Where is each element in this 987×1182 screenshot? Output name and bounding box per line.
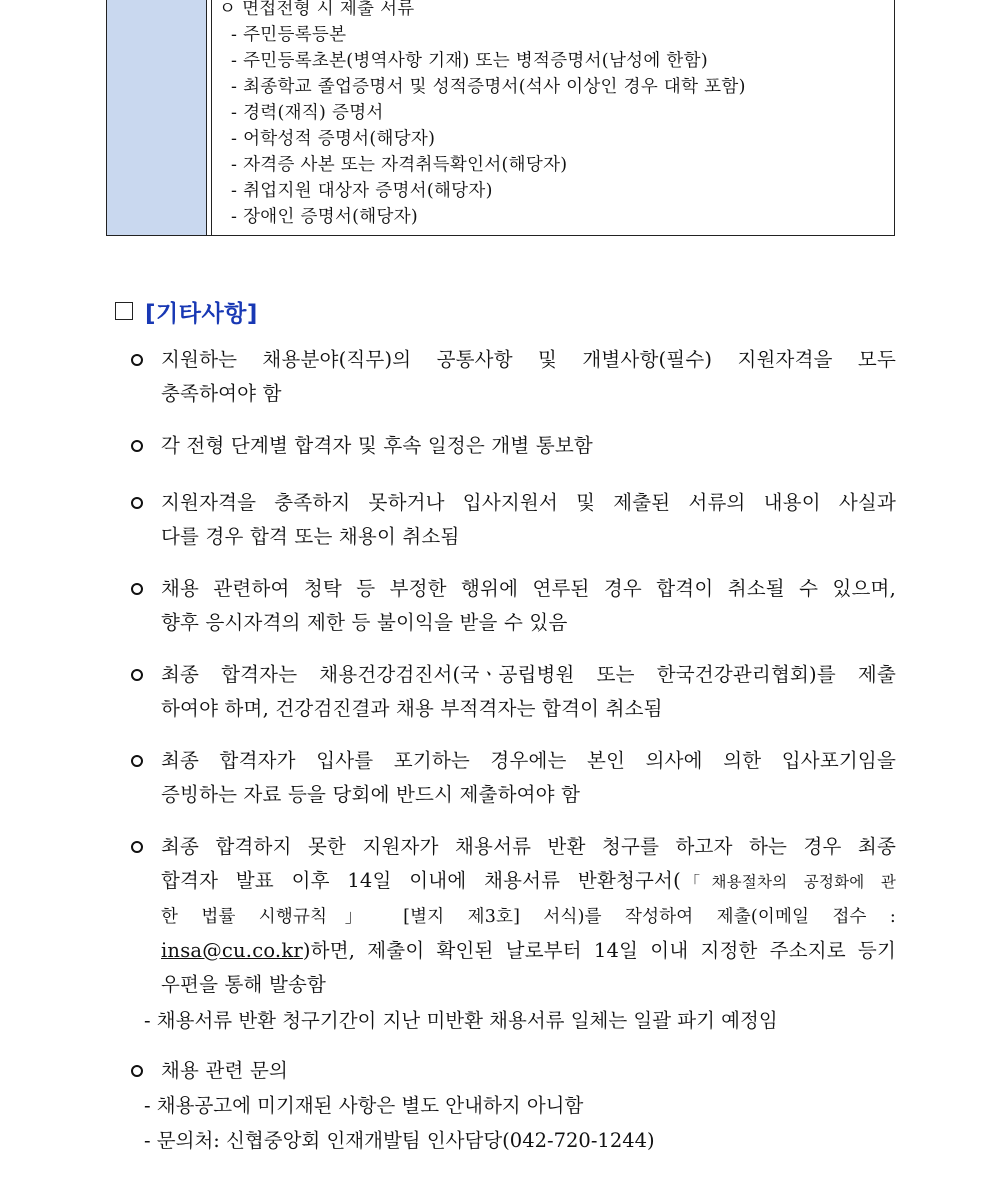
dash-item: - 채용공고에 미기재된 사항은 별도 안내하지 아니함 xyxy=(144,1094,584,1117)
circle-bullet-icon xyxy=(131,440,143,452)
paragraph-line xyxy=(161,864,896,899)
circle-bullet-icon xyxy=(131,1065,143,1077)
paragraph-line: 채용 관련 문의 xyxy=(161,1059,289,1082)
paragraph-line: 향후 응시자격의 제한 등 불이익을 받을 수 있음 xyxy=(161,611,568,634)
dash-item: - 채용서류 반환 청구기간이 지난 미반환 채용서류 일체는 일괄 파기 예정임 xyxy=(144,1009,778,1032)
paragraph-line xyxy=(161,934,896,968)
circle-bullet-icon xyxy=(131,669,143,681)
circle-bullet-icon xyxy=(131,354,143,366)
table-item: - 어학성적 증명서(해당자) xyxy=(231,129,436,149)
table-divider xyxy=(211,0,212,235)
circle-bullet-icon xyxy=(131,755,143,767)
paragraph-line: 지원하는 채용분야(직무)의 공통사항 및 개별사항(필수) 지원자격을 모두 xyxy=(161,348,896,371)
paragraph-line: 하여야 하며, 건강검진결과 채용 부적격자는 합격이 취소됨 xyxy=(161,697,663,720)
table-item: - 주민등록초본(병역사항 기재) 또는 병적증명서(남성에 한함) xyxy=(231,51,708,71)
table-item: - 취업지원 대상자 증명서(해당자) xyxy=(231,181,493,201)
table-label-cell xyxy=(107,0,207,235)
circle-bullet-icon xyxy=(131,841,143,853)
paragraph-line: 증빙하는 자료 등을 당회에 반드시 제출하여야 함 xyxy=(161,783,581,806)
section-title: [기타사항] xyxy=(145,300,258,327)
email-link[interactable]: insa@cu.co.kr xyxy=(161,939,303,962)
table-item: - 최종학교 졸업증명서 및 성적증명서(석사 이상인 경우 대학 포함) xyxy=(231,77,746,97)
table-item: - 자격증 사본 또는 자격취득확인서(해당자) xyxy=(231,155,568,175)
square-bullet-icon xyxy=(115,302,133,320)
section-heading xyxy=(115,294,258,328)
paragraph-line: 채용 관련하여 청탁 등 부정한 행위에 연루된 경우 합격이 취소될 수 있으며, xyxy=(161,577,896,600)
paragraph-line: 다를 경우 합격 또는 채용이 취소됨 xyxy=(161,525,460,548)
paragraph-line: 각 전형 단계별 합격자 및 후속 일정은 개별 통보함 xyxy=(161,434,593,457)
paragraph-line: 최종 합격자가 입사를 포기하는 경우에는 본인 의사에 의한 입사포기임을 xyxy=(161,749,896,772)
document-table xyxy=(106,0,895,236)
table-item: - 장애인 증명서(해당자) xyxy=(231,207,419,227)
table-item: - 주민등록등본 xyxy=(231,25,347,45)
dash-item: - 문의처: 신협중앙회 인재개발팀 인사담당(042-720-1244) xyxy=(144,1129,655,1152)
circle-bullet-icon xyxy=(131,583,143,595)
paragraph-text: 「채용절차의 공정화에 관 xyxy=(680,873,897,891)
paragraph-line: 최종 합격하지 못한 지원자가 채용서류 반환 청구를 하고자 하는 경우 최종 xyxy=(161,835,896,858)
paragraph-line: 지원자격을 충족하지 못하거나 입사지원서 및 제출된 서류의 내용이 사실과 xyxy=(161,491,896,514)
paragraph-text: 합격자 발표 이후 14일 이내에 채용서류 반환청구서( xyxy=(161,869,681,892)
circle-bullet-icon xyxy=(131,497,143,509)
table-item: - 경력(재직) 증명서 xyxy=(231,103,384,123)
paragraph-text: )하면, 제출이 확인된 날로부터 14일 이내 지정한 주소지로 등기 xyxy=(302,939,896,962)
paragraph-line: 우편을 통해 발송함 xyxy=(161,973,327,996)
paragraph-line: 최종 합격자는 채용건강검진서(국ㆍ공립병원 또는 한국건강관리협회)를 제출 xyxy=(161,663,896,686)
table-heading: ㅇ 면접전형 시 제출 서류 xyxy=(219,0,415,19)
paragraph-line: 한 법률 시행규칙」 [별지 제3호] 서식)를 작성하여 제출(이메일 접수 : xyxy=(161,907,896,927)
paragraph-line: 충족하여야 함 xyxy=(161,382,282,405)
